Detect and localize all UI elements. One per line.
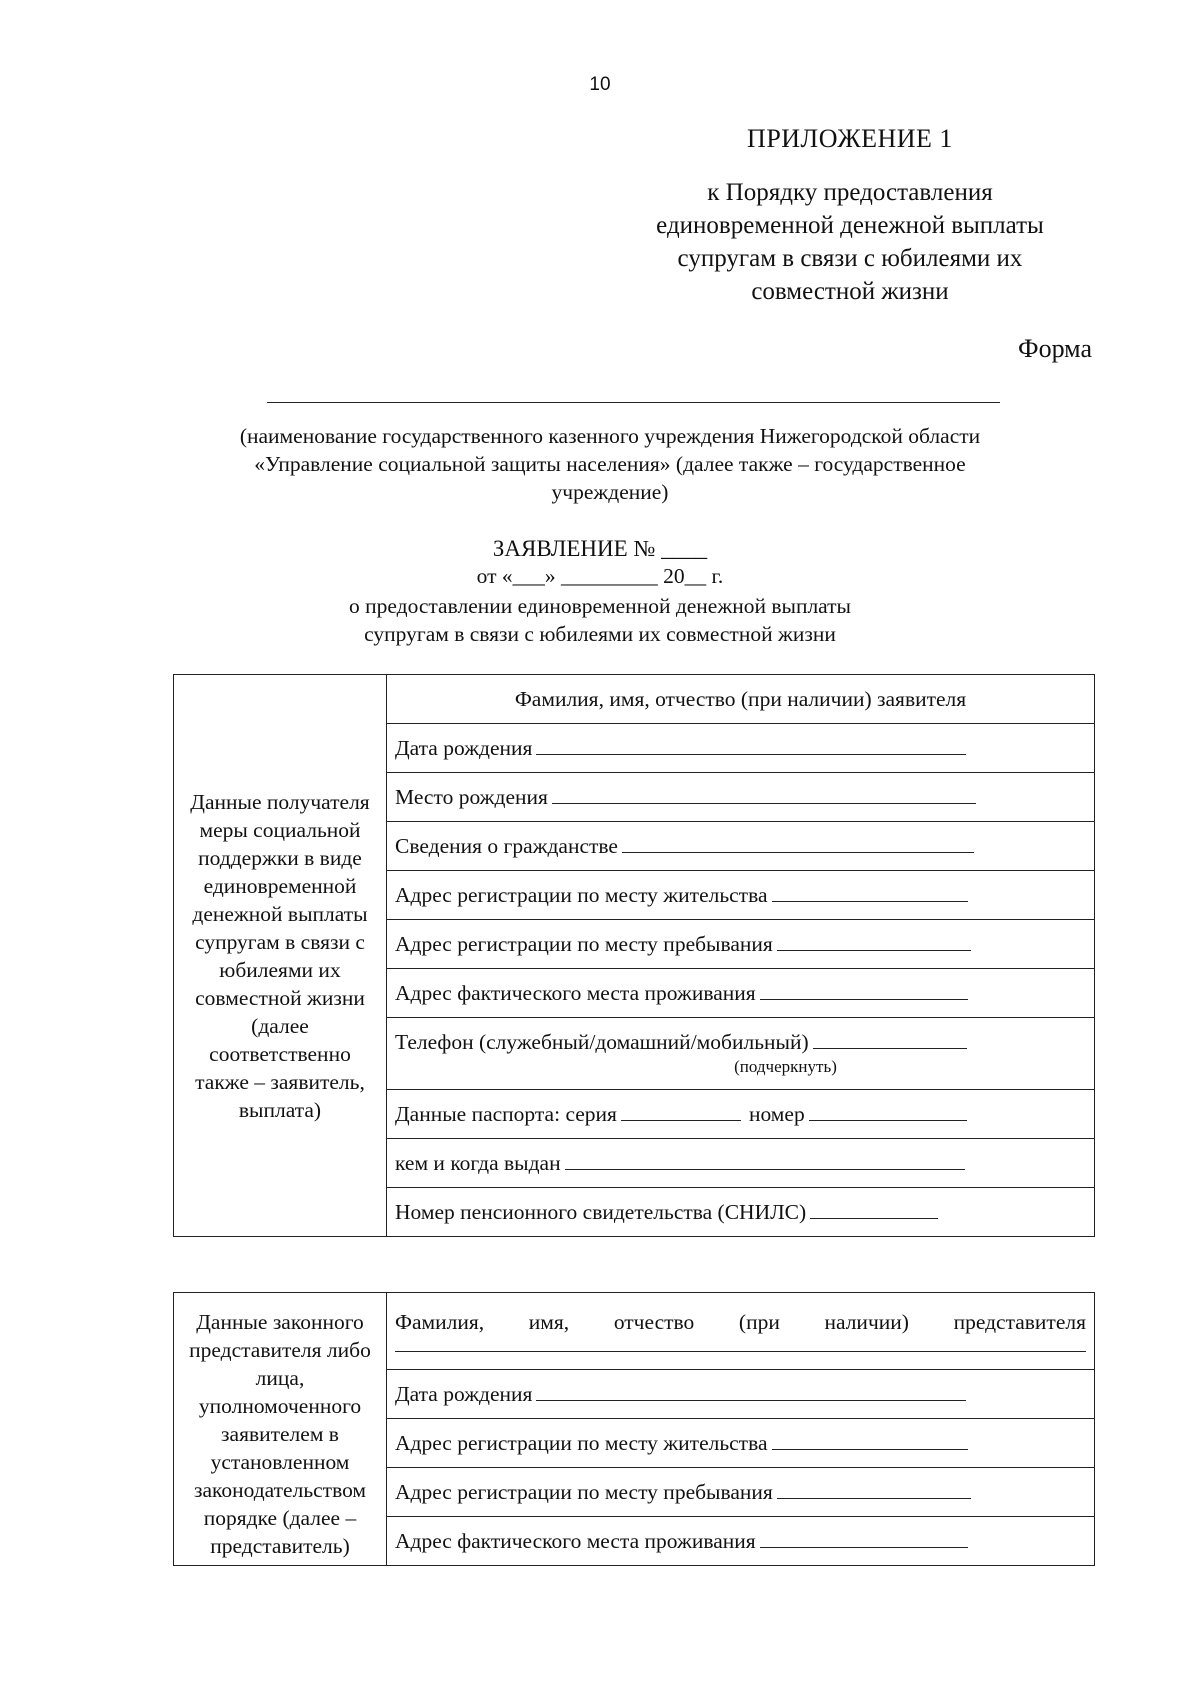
institution-caption xyxy=(150,422,1070,506)
applicant-fio-row xyxy=(174,675,1095,724)
representative-birth-date-blank[interactable] xyxy=(536,1382,966,1401)
appendix-title: ПРИЛОЖЕНИЕ 1 xyxy=(747,124,953,153)
page-number: 10 xyxy=(589,74,611,95)
form-label: Форма xyxy=(1018,334,1092,363)
applicant-reg-residence-blank[interactable] xyxy=(772,883,968,902)
institution-caption-line-1: (наименование государственного казенного учреждения Нижегородской области xyxy=(239,424,981,448)
appendix-subtitle xyxy=(600,176,1100,308)
applicant-birth-place-field[interactable] xyxy=(387,773,1095,822)
representative-fio-label xyxy=(395,1310,1086,1335)
appendix-line-4: совместной жизни xyxy=(751,278,949,305)
applicant-actual-address-blank[interactable] xyxy=(760,981,968,1000)
applicant-citizenship-field[interactable] xyxy=(387,822,1095,871)
representative-fio-field[interactable] xyxy=(387,1293,1095,1370)
applicant-passport-number-blank[interactable] xyxy=(809,1102,967,1121)
representative-actual-address-blank[interactable] xyxy=(760,1529,968,1548)
applicant-fio-label: Фамилия, имя, отчество (при наличии) заявителя xyxy=(514,686,967,711)
representative-birth-date-field[interactable] xyxy=(387,1370,1095,1419)
appendix-line-2: единовременной денежной выплаты xyxy=(656,212,1044,239)
representative-reg-stay-blank[interactable] xyxy=(777,1480,971,1499)
applicant-citizenship-label: Сведения о гражданстве xyxy=(395,833,618,858)
statement-date: от «___» _________ 20__ г. xyxy=(476,564,724,588)
representative-reg-residence-label: Адрес регистрации по месту жительства xyxy=(395,1430,768,1455)
applicant-birth-place-label: Место рождения xyxy=(395,784,548,809)
representative-reg-stay-field[interactable] xyxy=(387,1468,1095,1517)
representative-fio-word: имя, xyxy=(528,1310,570,1334)
institution-name-line[interactable] xyxy=(267,402,1000,403)
applicant-passport-field[interactable] xyxy=(387,1090,1095,1139)
institution-caption-line-3: учреждение) xyxy=(551,480,669,504)
applicant-phone-label: Телефон (служебный/домашний/мобильный) xyxy=(395,1030,809,1054)
representative-reg-residence-blank[interactable] xyxy=(772,1431,968,1450)
statement-subject-line-1: о предоставлении единовременной денежной выплаты xyxy=(348,594,852,618)
applicant-section-label: Данные получателя меры социальной поддержки в виде единовременной денежной выплаты супругам в связи с юбилеями их совместной жизни (далее соответственно также – заявитель, выплата) xyxy=(174,675,387,1237)
applicant-reg-stay-field[interactable] xyxy=(387,920,1095,969)
applicant-reg-stay-blank[interactable] xyxy=(777,932,971,951)
applicant-actual-address-field[interactable] xyxy=(387,969,1095,1018)
appendix-line-1: к Порядку предоставления xyxy=(707,179,993,206)
representative-reg-stay-label: Адрес регистрации по месту пребывания xyxy=(395,1479,773,1504)
representative-section-label: Данные законного представителя либо лица, уполномоченного заявителем в установленном законодательством порядке (далее – представитель) xyxy=(174,1293,387,1566)
representative-fio-word: отчество xyxy=(613,1310,695,1334)
representative-actual-address-label: Адрес фактического места проживания xyxy=(395,1528,756,1553)
statement-subject-line-2: супругам в связи с юбилеями их совместной жизни xyxy=(364,622,836,646)
applicant-fio-field[interactable] xyxy=(387,675,1095,724)
applicant-data-table xyxy=(173,674,1095,1237)
applicant-passport-series-blank[interactable] xyxy=(621,1102,741,1121)
representative-fio-word: (при xyxy=(738,1310,780,1334)
representative-reg-residence-field[interactable] xyxy=(387,1419,1095,1468)
applicant-reg-residence-field[interactable] xyxy=(387,871,1095,920)
institution-caption-line-2: «Управление социальной защиты населения» (далее также – государственное xyxy=(254,452,966,476)
representative-fio-word: представителя xyxy=(953,1310,1086,1334)
applicant-actual-address-label: Адрес фактического места проживания xyxy=(395,980,756,1005)
applicant-birth-date-blank[interactable] xyxy=(536,736,966,755)
applicant-issued-by-blank[interactable] xyxy=(565,1151,965,1170)
applicant-snils-field[interactable] xyxy=(387,1188,1095,1237)
applicant-passport-number-label: номер xyxy=(748,1101,805,1126)
representative-data-table xyxy=(173,1292,1095,1566)
applicant-birth-date-label: Дата рождения xyxy=(395,735,533,760)
applicant-issued-by-label: кем и когда выдан xyxy=(395,1150,561,1175)
applicant-issued-by-field[interactable] xyxy=(387,1139,1095,1188)
applicant-snils-blank[interactable] xyxy=(810,1200,938,1219)
applicant-birth-date-field[interactable] xyxy=(387,724,1095,773)
representative-fio-blank[interactable] xyxy=(395,1337,1086,1352)
applicant-snils-label: Номер пенсионного свидетельства (СНИЛС) xyxy=(395,1199,807,1224)
applicant-birth-place-blank[interactable] xyxy=(552,785,976,804)
applicant-passport-series-label: Данные паспорта: серия xyxy=(395,1101,617,1126)
representative-birth-date-label: Дата рождения xyxy=(395,1381,533,1406)
statement-title: ЗАЯВЛЕНИЕ № ____ xyxy=(492,536,708,561)
applicant-phone-field[interactable] xyxy=(387,1018,1095,1090)
applicant-phone-blank[interactable] xyxy=(813,1030,967,1049)
applicant-reg-residence-label: Адрес регистрации по месту жительства xyxy=(395,882,768,907)
applicant-reg-stay-label: Адрес регистрации по месту пребывания xyxy=(395,931,773,956)
appendix-line-3: супругам в связи с юбилеями их xyxy=(677,245,1023,272)
applicant-citizenship-blank[interactable] xyxy=(622,834,974,853)
representative-fio-word: наличии) xyxy=(824,1310,909,1334)
statement-subject xyxy=(150,592,1050,648)
representative-fio-row xyxy=(174,1293,1095,1370)
applicant-phone-hint: (подчеркнуть) xyxy=(734,1057,837,1076)
representative-fio-word: Фамилия, xyxy=(395,1310,485,1334)
representative-actual-address-field[interactable] xyxy=(387,1517,1095,1566)
